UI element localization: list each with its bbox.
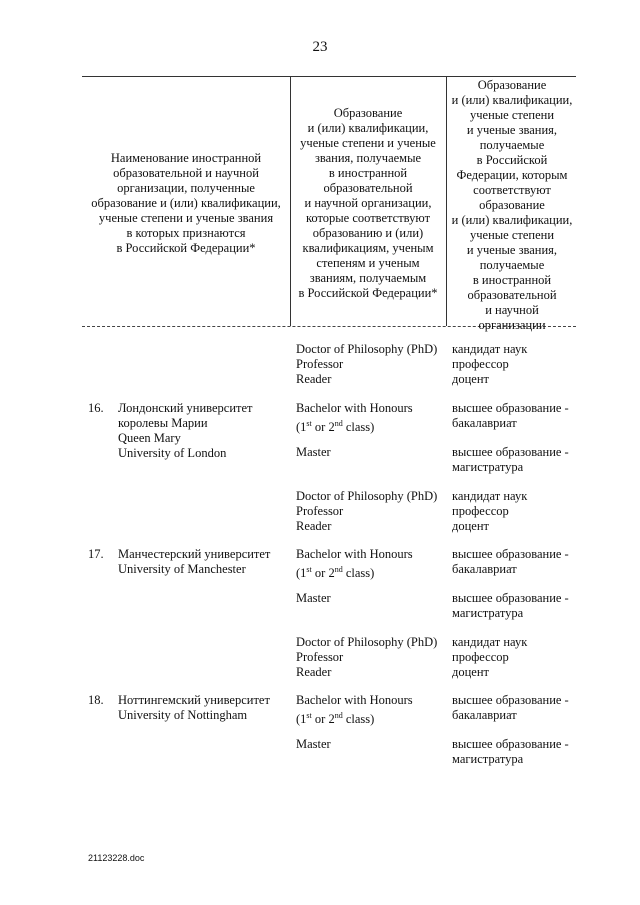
foreign-qualification: Master [296,591,331,605]
table-top-border [82,76,576,77]
russian-qualification: высшее образование - магистратура [452,591,569,620]
foreign-qualification: Bachelor with Honours (1st or 2nd class) [296,401,413,435]
header-col-foreign-qualification: Образование и (или) квалификации, ученые степени и ученые звания, получаемые в иностранной образовательной и научной организации, которые соответствуют образованию и (или) квалификациям, ученым степеням и ученым званиям, получаемым в Российской Федерации* [298,106,438,300]
russian-qualification: высшее образование - магистратура [452,445,569,474]
foreign-qualification: Doctor of Philosophy (PhD) Professor Reader [296,342,438,386]
organization-name: Ноттингемский университет University of Nottingham [118,693,270,722]
foreign-qualification: Master [296,737,331,751]
header-col-organization: Наименование иностранной образовательной и научной организации, полученные образование и (или) квалификации, ученые степени и ученые звания в которых признаются в Российской Федерации* [91,151,281,255]
foreign-qualification: Doctor of Philosophy (PhD) Professor Reader [296,635,438,679]
column-divider-2 [446,76,447,326]
russian-qualification: кандидат наук профессор доцент [452,635,528,679]
foreign-qualification: Bachelor with Honours (1st or 2nd class) [296,547,413,581]
russian-qualification: кандидат наук профессор доцент [452,489,528,533]
row-number: 18. [88,693,104,707]
organization-name: Манчестерский университет University of Manchester [118,547,271,576]
page-number: 23 [312,39,328,55]
foreign-qualification: Master [296,445,331,459]
russian-qualification: высшее образование - бакалавриат [452,401,569,430]
foreign-qualification: Doctor of Philosophy (PhD) Professor Reader [296,489,438,533]
russian-qualification: высшее образование - бакалавриат [452,547,569,576]
column-divider-1 [290,76,291,326]
organization-name: Лондонский университет королевы Марии Queen Mary University of London [118,401,253,460]
header-col-russian-qualification: Образование и (или) квалификации, ученые степени и ученые звания, получаемые в Российской Федерации, которым соответствуют образование и (или) квалификации, ученые степени и ученые звания, получаемые в иностранной образовательной и научной организации [451,78,573,332]
footer-filename: 21123228.doc [88,853,145,863]
russian-qualification: высшее образование - бакалавриат [452,693,569,722]
foreign-qualification: Bachelor with Honours (1st or 2nd class) [296,693,413,727]
row-number: 16. [88,401,104,415]
row-number: 17. [88,547,104,561]
russian-qualification: кандидат наук профессор доцент [452,342,528,386]
russian-qualification: высшее образование - магистратура [452,737,569,766]
